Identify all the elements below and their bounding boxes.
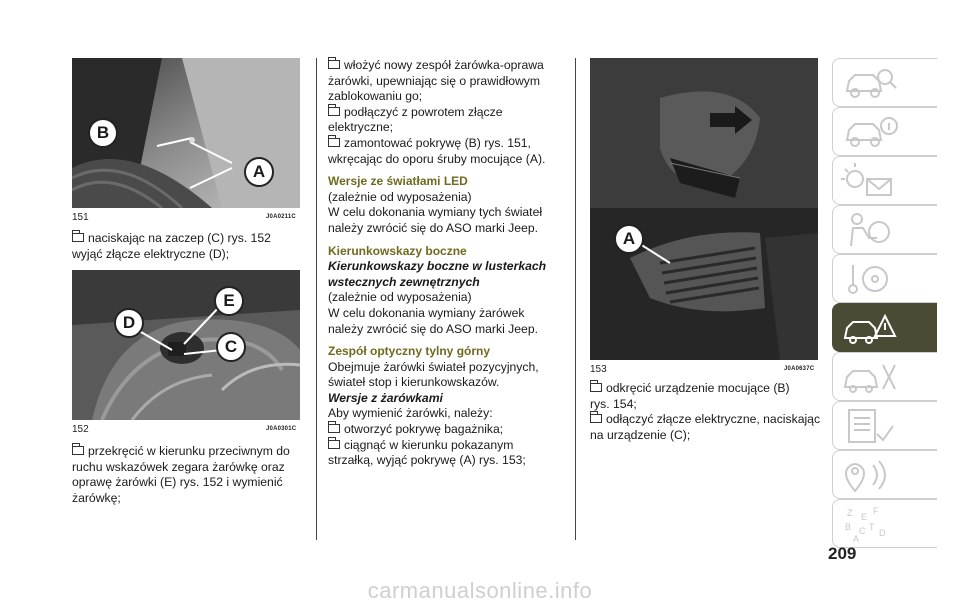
tab-car-emergency[interactable] bbox=[832, 303, 937, 352]
heading-upper-rear-light: Zespół optyczny tylny górny bbox=[328, 344, 491, 359]
checkbox-bullet-icon bbox=[328, 424, 340, 433]
svg-text:Z: Z bbox=[847, 508, 853, 518]
svg-text:F: F bbox=[873, 506, 879, 516]
checkbox-bullet-icon bbox=[72, 233, 84, 242]
heading-led-versions: Wersje ze światłami LED bbox=[328, 174, 468, 189]
tab-media-navigation[interactable] bbox=[832, 450, 937, 499]
car-emergency-icon bbox=[833, 304, 937, 351]
tab-car-info[interactable] bbox=[832, 107, 937, 156]
svg-text:C: C bbox=[859, 526, 866, 536]
tab-car-search[interactable] bbox=[832, 58, 937, 107]
person-steering-icon bbox=[833, 206, 937, 253]
tab-key-steering[interactable] bbox=[832, 254, 937, 303]
subheading-mirror-indicators: Kierunkowskazy boczne w lusterkach bbox=[328, 259, 547, 274]
tab-car-tools[interactable] bbox=[832, 352, 937, 401]
alphabet-index-icon bbox=[833, 500, 937, 547]
car-tools-icon bbox=[833, 353, 937, 400]
figure-151-label-a: A bbox=[244, 157, 274, 187]
column3-content: odkręcić urządzenie mocujące (B) rys. 154; odłączyć złącze elektryczne, naciskając na urządzenie (C); bbox=[590, 381, 821, 442]
document-list-icon bbox=[833, 402, 937, 449]
column-divider-2 bbox=[575, 58, 576, 540]
svg-text:T: T bbox=[869, 522, 875, 532]
figure-152-number: 152 bbox=[72, 424, 89, 435]
svg-text:D: D bbox=[879, 528, 886, 538]
svg-text:B: B bbox=[845, 522, 852, 532]
checkbox-bullet-icon bbox=[590, 414, 602, 423]
warning-lights-icon bbox=[833, 157, 937, 204]
checkbox-bullet-icon bbox=[328, 138, 340, 147]
figure-152-code: J0A0301C bbox=[266, 426, 297, 432]
checkbox-bullet-icon bbox=[590, 383, 602, 392]
page-number: 209 bbox=[828, 544, 857, 563]
checkbox-bullet-icon bbox=[328, 440, 340, 449]
column2-content: włożyć nowy zespół żarówka-oprawa żarówki, upewniając się o prawidłowym zablokowaniu go; podłączyć z powrotem złącze elektryczne; zamontować pokrywę (B) rys. 151, wkręcając do oporu śruby mocujące (A). Wersje ze światłami LED (zależnie od wyposażenia) W celu dokonania wymiany tych świateł należy zwrócić się do ASO marki Jeep. Kierunkowskazy boczne Kierunkowskazy boczne w lusterkach wstecznych zewnętrznych (zależnie od wyposażenia) W celu dokonania wymiany żarówek należy zwrócić się do ASO marki Jeep. Zespół optyczny tylny górny Obejmuje żarówki świateł pozycyjnych, świateł stop i kierunkowskazów. Wersje z żarówkami Aby wymienić żarówki, należy: otworzyć pokrywę bagażnika; ciągnąć w kierunku pokazanym strzałką, wyjąć pokrywę (A) rys. 153; bbox=[328, 58, 572, 469]
column1-step2: przekręcić w kierunku przeciwnym do ruchu wskazówek zegara żarówkę oraz oprawę żarówki (E) rys. 152 i wymienić żarówkę; bbox=[72, 444, 290, 505]
figure-151-label-b: B bbox=[88, 118, 118, 148]
figure-152-photo bbox=[72, 270, 300, 420]
subheading-bulb-versions: Wersje z żarówkami bbox=[328, 390, 443, 405]
figure-152-label-c: C bbox=[216, 332, 246, 362]
svg-text:E: E bbox=[861, 512, 868, 522]
figure-153-number: 153 bbox=[590, 364, 607, 375]
figure-153-photo bbox=[590, 58, 818, 360]
figure-151-code: J0A0211C bbox=[266, 214, 296, 220]
car-search-icon bbox=[833, 59, 937, 106]
figure-152-label-e: E bbox=[214, 286, 244, 316]
svg-text:A: A bbox=[853, 534, 860, 544]
figure-153-label-a: A bbox=[614, 224, 644, 254]
figure-152-label-d: D bbox=[114, 308, 144, 338]
column-divider-1 bbox=[316, 58, 317, 540]
tab-document-list[interactable] bbox=[832, 401, 937, 450]
column1-step1: naciskając na zaczep (C) rys. 152 wyjąć złącze elektryczne (D); bbox=[72, 231, 271, 261]
checkbox-bullet-icon bbox=[72, 446, 84, 455]
checkbox-bullet-icon bbox=[328, 60, 340, 69]
checkbox-bullet-icon bbox=[328, 107, 340, 116]
tab-warning-lights[interactable] bbox=[832, 156, 937, 205]
tab-person-steering[interactable] bbox=[832, 205, 937, 254]
watermark: carmanualsonline.info bbox=[367, 578, 593, 603]
car-info-icon bbox=[833, 108, 937, 155]
tab-alphabet-index[interactable] bbox=[832, 499, 937, 548]
figure-151-number: 151 bbox=[72, 212, 89, 223]
key-steering-icon bbox=[833, 255, 937, 302]
heading-side-indicators: Kierunkowskazy boczne bbox=[328, 243, 467, 258]
figure-153-code: J0A0637C bbox=[784, 366, 815, 372]
media-navigation-icon bbox=[833, 451, 937, 498]
figure-151-photo bbox=[72, 58, 300, 208]
